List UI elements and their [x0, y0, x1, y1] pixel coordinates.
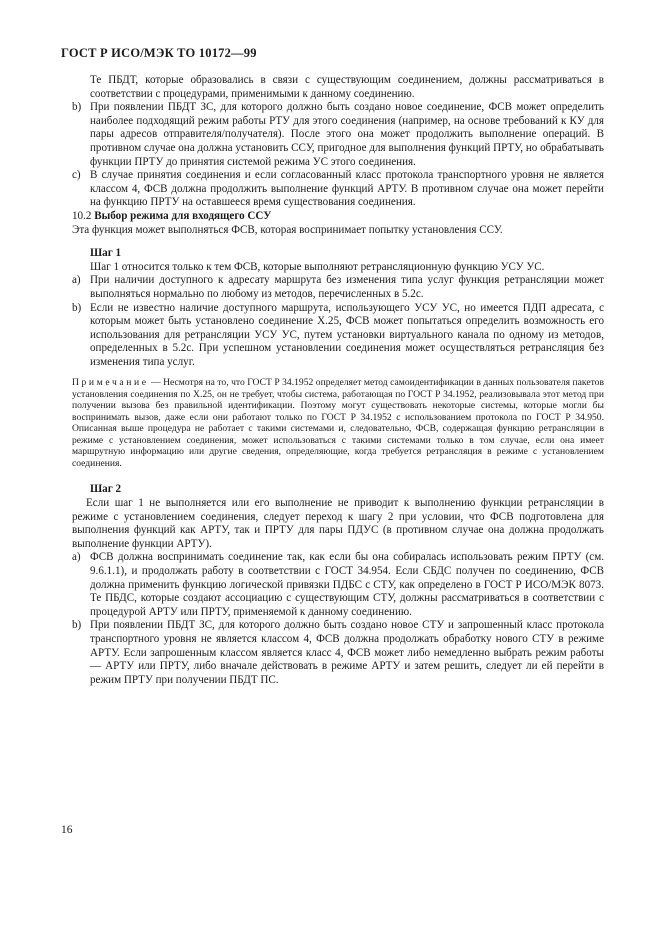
list-item-label: a) — [72, 551, 81, 564]
list-item-label: c) — [72, 169, 81, 182]
note-label: Примечание — [72, 377, 149, 389]
list-item-label: a) — [72, 274, 81, 287]
list-item-text: При появлении ПБДТ ЗС, для которого должно быть создано новое соединение, ФСВ может определить наиболее подходящий режим работы РТУ для этого соединения (например, на основе требований к КУ для пары адресов отправителя/получателя). После этого она может продолжить выполнение операций. В противном случае она должна установить ССУ, пригодное для выполнения функций ПРТУ, но обрабатывать функции ПРТУ до принятия системой режима УС этого соединения. — [90, 101, 604, 168]
page-header: ГОСТ Р ИСО/МЭК ТО 10172—99 — [61, 46, 257, 60]
list-item-label: b) — [72, 301, 82, 314]
section-paragraph: Эта функция может выполняться ФСВ, которая воспринимает попытку установления ССУ. — [72, 223, 503, 236]
list-item — [72, 551, 604, 619]
step-1-paragraph: Шаг 1 относится только к тем ФСВ, которые выполняют ретрансляционную функцию УСУ УС. — [90, 260, 545, 273]
list-item — [72, 301, 604, 370]
note-paragraph — [72, 377, 604, 469]
document-body — [72, 74, 604, 687]
step-2-title: Шаг 2 — [90, 483, 122, 496]
section-number: 10.2 — [72, 209, 92, 222]
list-item — [72, 619, 604, 687]
list-item — [72, 274, 604, 301]
list-item-label: b) — [72, 101, 82, 114]
list-item-text: ФСВ должна воспринимать соединение так, как если бы она собиралась использовать режим ПРТУ (см. 9.6.1.1), и продолжать работу в соответствии с ГОСТ 34.954. Если СБДС получен по соединению, ФСВ должна применить функцию логической привязки ПДБС с СТУ, как определено в ГОСТ Р ИСО/МЭК 8073. Те ПБДС, которые создают ассоциацию с существующим СТУ, должны рассматриваться в соответствии с процедурой АРТУ или ПРТУ, применяемой к данному соединению. — [90, 551, 604, 618]
section-heading — [72, 210, 604, 224]
page-number: 16 — [61, 824, 73, 836]
list-item — [72, 169, 604, 210]
section-title: Выбор режима для входящего ССУ — [94, 209, 272, 222]
list-item-text: При наличии доступного к адресату маршрута без изменения типа услуг функция ретрансляции может выполняться нормально по любому из методов, перечисленных в 5.2c. — [90, 274, 604, 300]
intro-paragraph: Те ПБДТ, которые образовались в связи с существующим соединением, должны рассматриваться в соответствии с процедурами, применимыми к данному соединению. — [90, 74, 604, 100]
step-1-title: Шаг 1 — [90, 247, 122, 260]
list-item-label: b) — [72, 619, 82, 632]
note-text: — Несмотря на то, что ГОСТ Р 34.1952 определяет метод самоидентификации в данных пользователя пакетов установления соединения по Х.25, он не требует, чтобы система, работающая по ГОСТ Р 34.1952, реализовывала этот метод при получении вызова без правильной идентификации. Поэтому могут существовать некоторые системы, которые могли бы воспринимать вызов, даже если они работают только по ГОСТ Р 34.1952 с использованием протокола по ГОСТ Р 34.950. Описанная выше процедура не работает с такими системами и, следовательно, ФСВ, содержащая функцию ретрансляции в режиме с установлением соединения, может использоваться с такими системами только в том случае, если она имеет маршрутную информацию или другие сведения, определяющие, когда требуется ретрансляция в режиме с установлением соединения. — [72, 377, 604, 469]
list-item-text: При появлении ПБДТ ЗС, для которого должно быть создано новое СТУ и запрошенный класс протокола транспортного уровня не является классом 4, ФСВ должна продолжать обработку нового СТУ в режиме АРТУ. Если запрошенным классом является класс 4, ФСВ может либо немедленно выбрать режим работы — АРТУ или ПРТУ, либо вначале действовать в режиме АРТУ и затем решить, следует ли ей перейти в режим ПРТУ при получении ПБДТ ПС. — [90, 619, 604, 686]
list-item-text: В случае принятия соединения и если согласованный класс протокола транспортного уровня не является классом 4, ФСВ должна продолжить выполнение функций АРТУ. В противном случае она может перейти на функцию ПРТУ на оставшееся время существования соединения. — [90, 169, 604, 209]
list-item-text: Если не известно наличие доступного маршрута, использующего УСУ УС, но имеется ПДП адресата, с которым может быть установлено соединение Х.25, ФСВ может попытаться определить возможность его использования для ретрансляции УСУ УС, путем установки виртуального канала по одному из методов, определенных в 5.2c. При успешном установлении соединения может осуществляться ретрансляция без изменения типа услуг. — [90, 301, 604, 368]
step-2-paragraph: Если шаг 1 не выполняется или его выполнение не приводит к выполнению функции ретрансляции в режиме с установлением соединения, следует переход к шагу 2 при условии, что ФСВ подготовлена для выполнения функций как АРТУ, так и ПРТУ для пары ПДУС (в противном случае она должна продолжать выполнение функции АРТУ). — [72, 497, 604, 550]
list-item — [72, 101, 604, 169]
